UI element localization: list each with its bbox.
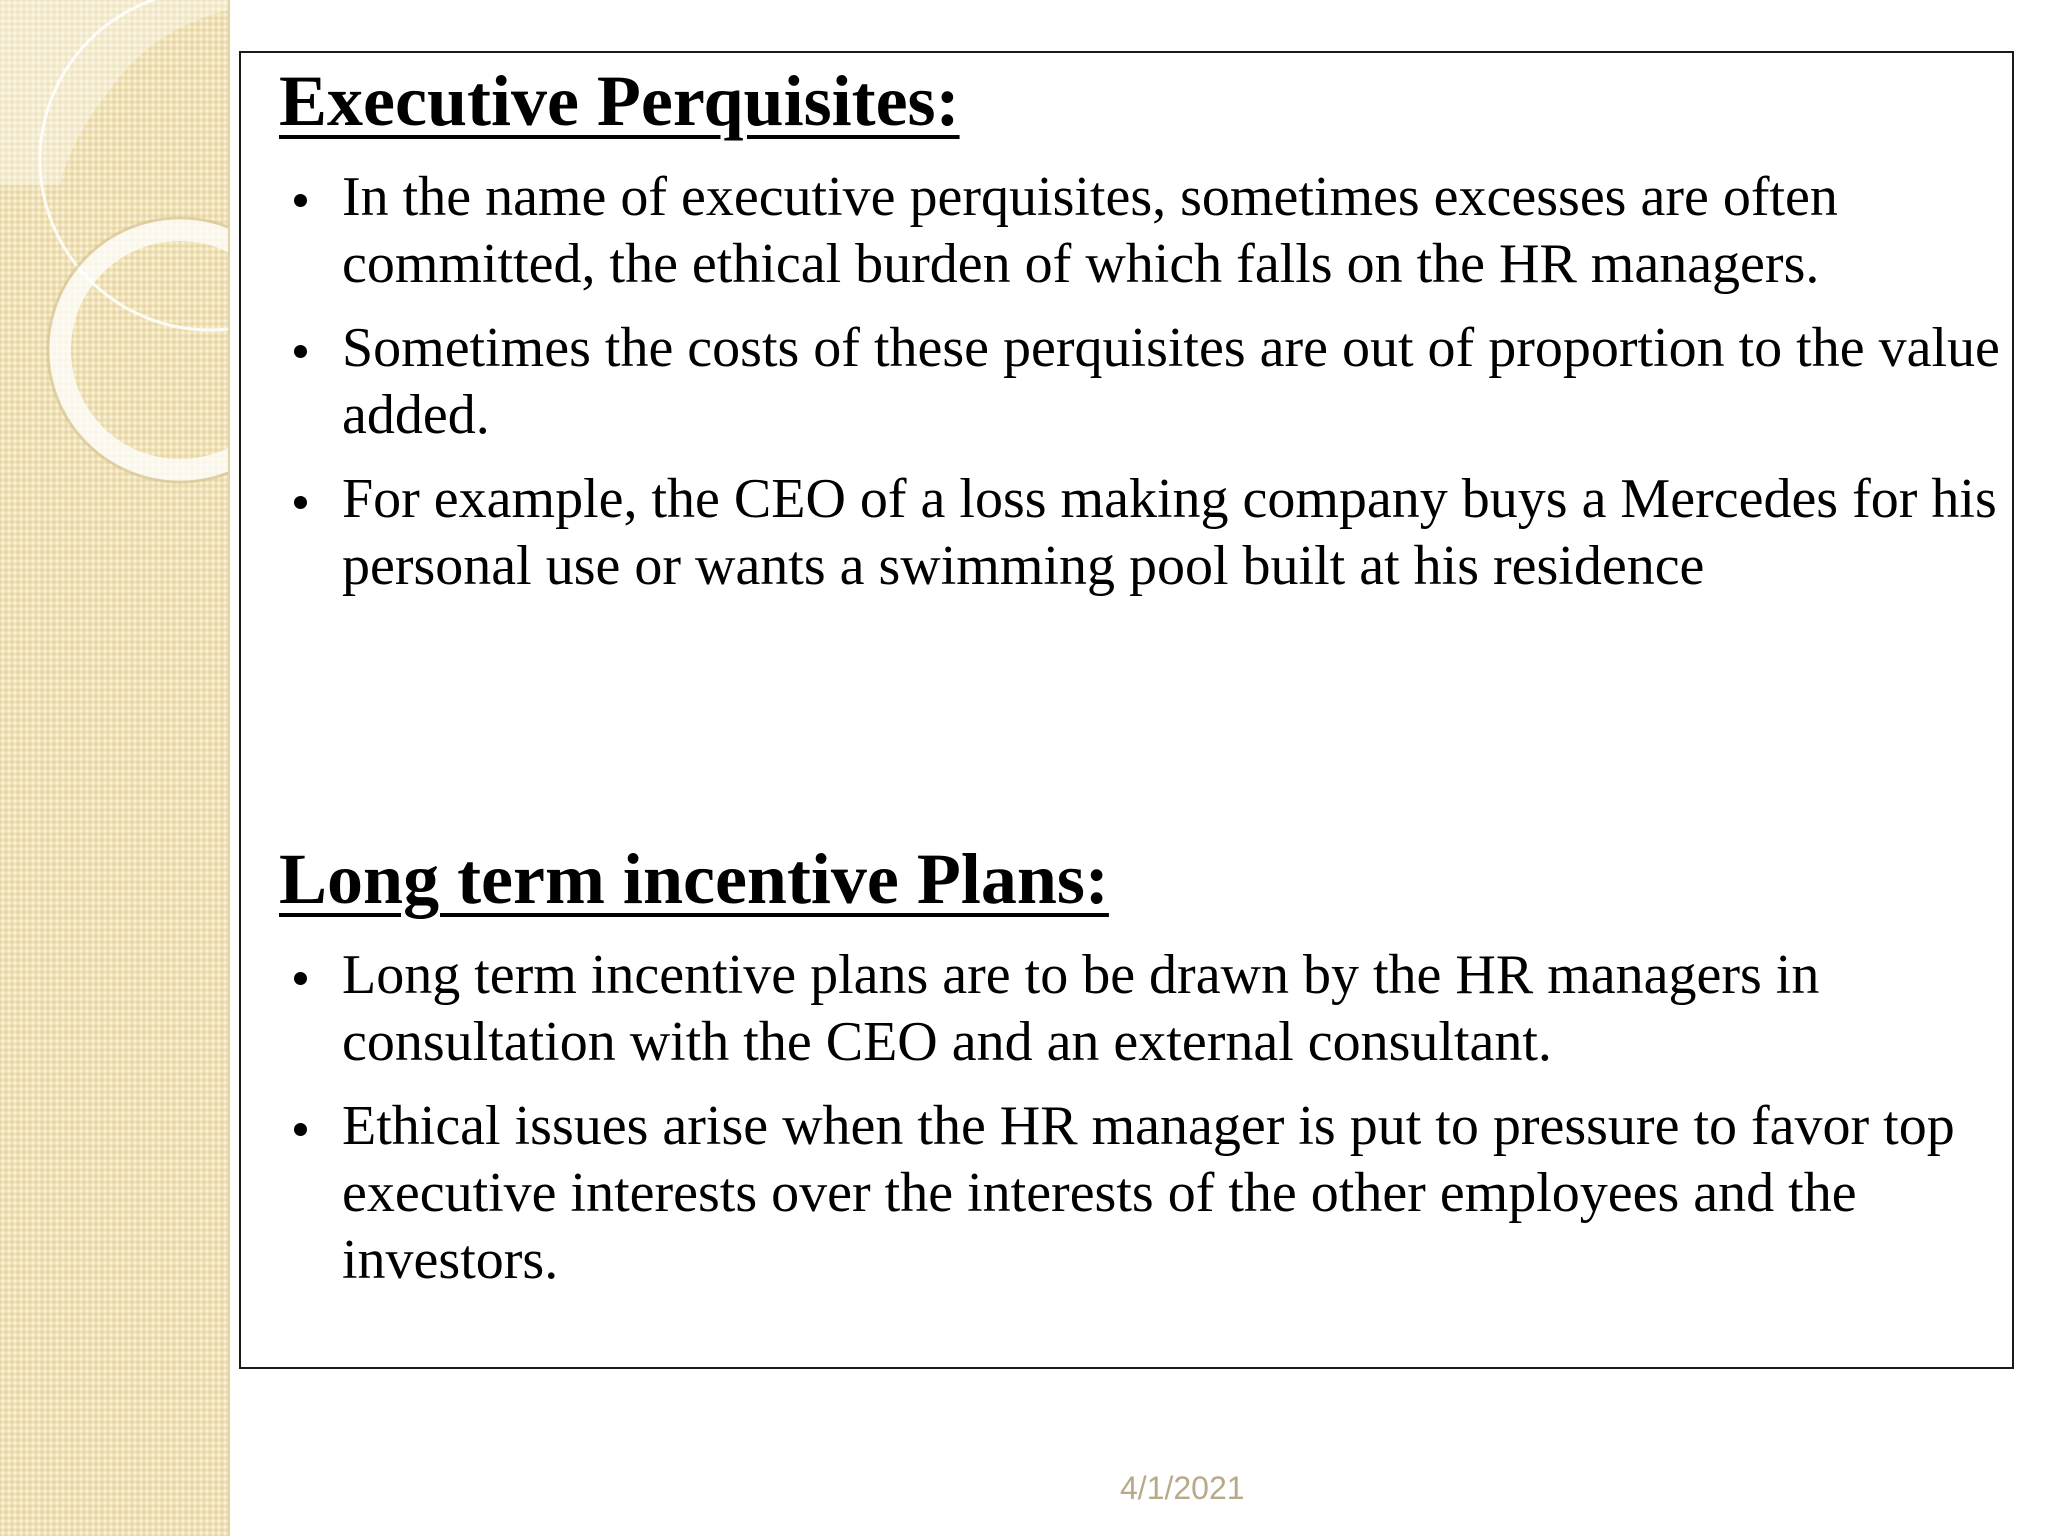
bullet-item xyxy=(279,942,2014,1076)
bullet-icon xyxy=(294,194,307,207)
bullet-icon xyxy=(294,496,307,509)
bullet-item xyxy=(279,164,2014,298)
bullet-icon xyxy=(294,1123,307,1136)
bullet-text: In the name of executive perquisites, sometimes excesses are often committed, the ethical burden of which falls on the HR managers. xyxy=(342,166,1838,295)
bullet-text: Sometimes the costs of these perquisites are out of proportion to the value added. xyxy=(342,317,2000,446)
decorative-side-strip xyxy=(0,0,230,1536)
bullet-item xyxy=(279,315,2014,449)
bullet-icon xyxy=(294,972,307,985)
section-heading-executive-perquisites: Executive Perquisites: xyxy=(279,61,960,141)
bullet-text: For example, the CEO of a loss making company buys a Mercedes for his personal use or wants a swimming pool built at his residence xyxy=(342,468,1997,597)
section-heading-long-term-incentive-plans: Long term incentive Plans: xyxy=(279,839,1109,919)
footer-date: 4/1/2021 xyxy=(1120,1470,1245,1506)
bullet-list-long-term-incentive-plans xyxy=(279,942,2014,1311)
decorative-rings-icon xyxy=(0,0,228,1536)
bullet-list-executive-perquisites xyxy=(279,164,2014,617)
bullet-text: Ethical issues arise when the HR manager is put to pressure to favor top executive interests over the interests of the other employees and the investors. xyxy=(342,1095,1955,1291)
bullet-text: Long term incentive plans are to be drawn by the HR managers in consultation with the CEO and an external consultant. xyxy=(342,944,1820,1073)
bullet-icon xyxy=(294,345,307,358)
bullet-item xyxy=(279,1093,2014,1294)
bullet-item xyxy=(279,466,2014,600)
